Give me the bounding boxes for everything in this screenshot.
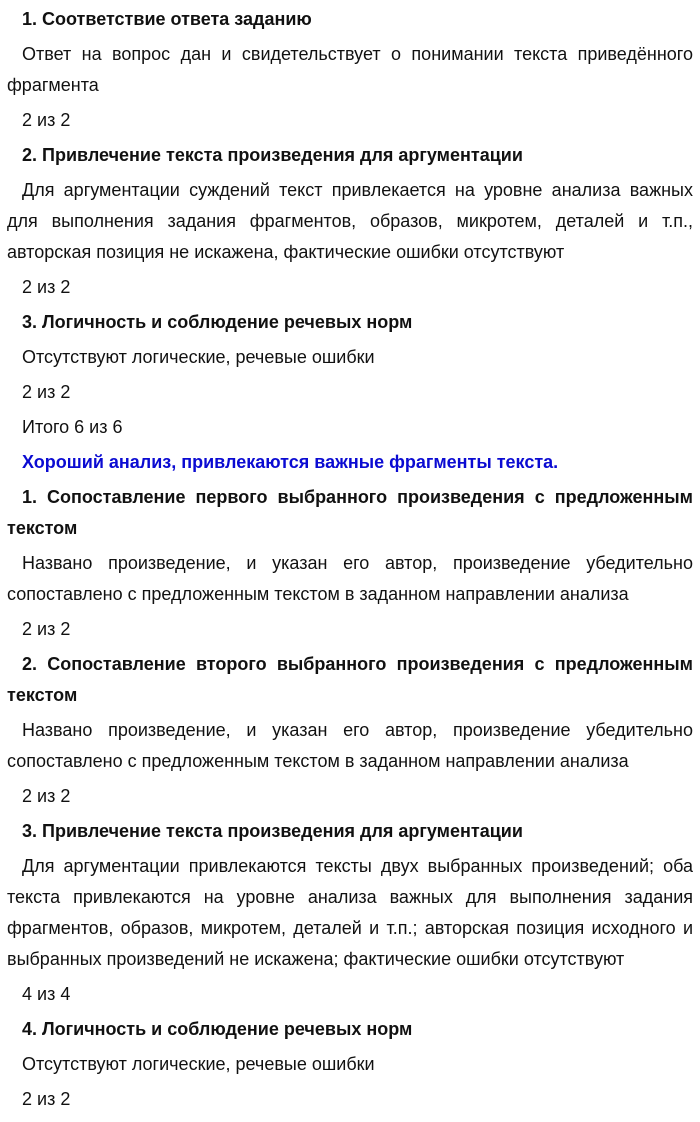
criterion-heading-answer-match: 1. Соответствие ответа заданию [22, 9, 312, 29]
criterion-heading-first-work-comparison: 1. Сопоставление первого выбранного произведения с предложенным текстом [7, 487, 693, 538]
criterion-description: Для аргументации суждений текст привлекается на уровне анализа важных для выполнения задания фрагментов, образов, микротем, деталей и т.п., авторская позиция не искажена, фактические ошибки отсутствуют [7, 180, 693, 262]
criterion-score: 2 из 2 [22, 382, 71, 402]
criterion-heading-second-work-comparison: 2. Сопоставление второго выбранного произведения с предложенным текстом [7, 654, 693, 705]
total-score: Итого 6 из 6 [22, 417, 123, 437]
criterion-heading-logic-speech: 4. Логичность и соблюдение речевых норм [22, 1019, 413, 1039]
criterion-score: 2 из 2 [22, 619, 71, 639]
criterion-heading-text-argumentation: 3. Привлечение текста произведения для аргументации [22, 821, 523, 841]
criterion-score: 2 из 2 [22, 110, 71, 130]
criterion-heading-logic-speech: 3. Логичность и соблюдение речевых норм [22, 312, 413, 332]
criterion-description: Ответ на вопрос дан и свидетельствует о понимании текста приведённого фрагмента [7, 44, 693, 95]
criterion-description: Названо произведение, и указан его автор, произведение убедительно сопоставлено с предложенным текстом в заданном направлении анализа [7, 553, 693, 604]
criterion-score: 2 из 2 [22, 1089, 71, 1109]
criterion-score: 2 из 2 [22, 786, 71, 806]
criterion-description: Отсутствуют логические, речевые ошибки [22, 347, 375, 367]
criterion-description: Для аргументации привлекаются тексты двух выбранных произведений; оба текста привлекаются на уровне анализа важных для выполнения задания фрагментов, образов, микротем, деталей и т.п.; авторская позиция исходного и выбранных произведений не искажена; фактические ошибки отсутствуют [7, 856, 693, 969]
criterion-score: 4 из 4 [22, 984, 71, 1004]
criterion-description: Названо произведение, и указан его автор, произведение убедительно сопоставлено с предложенным текстом в заданном направлении анализа [7, 720, 693, 771]
criterion-score: 2 из 2 [22, 277, 71, 297]
criterion-heading-text-argumentation: 2. Привлечение текста произведения для аргументации [22, 145, 523, 165]
criterion-description: Отсутствуют логические, речевые ошибки [22, 1054, 375, 1074]
reviewer-comment: Хороший анализ, привлекаются важные фрагменты текста. [22, 452, 559, 472]
